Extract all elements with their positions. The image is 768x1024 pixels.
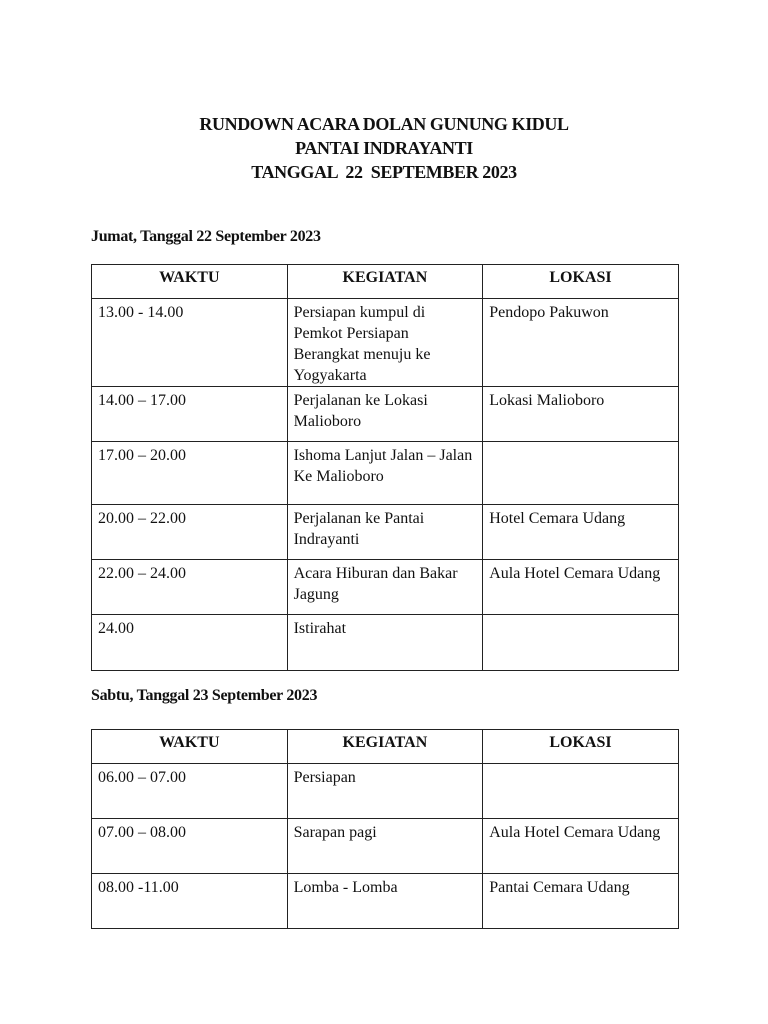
day1-heading: Jumat, Tanggal 22 September 2023 (91, 228, 321, 245)
document-title (0, 112, 768, 184)
table-row (92, 615, 679, 671)
cell-lokasi: Pendopo Pakuwon (483, 299, 679, 387)
cell-waktu: 17.00 – 20.00 (92, 442, 288, 505)
cell-lokasi (483, 764, 679, 819)
header-kegiatan: KEGIATAN (287, 730, 483, 764)
cell-lokasi (483, 442, 679, 505)
cell-kegiatan: Istirahat (287, 615, 483, 671)
cell-kegiatan: Ishoma Lanjut Jalan – Jalan Ke Malioboro (287, 442, 483, 505)
day1-schedule-table (91, 264, 679, 671)
cell-lokasi: Aula Hotel Cemara Udang (483, 560, 679, 615)
cell-kegiatan: Perjalanan ke Lokasi Malioboro (287, 387, 483, 442)
title-line-2: PANTAI INDRAYANTI (295, 138, 473, 158)
cell-lokasi: Hotel Cemara Udang (483, 505, 679, 560)
table-row (92, 764, 679, 819)
cell-waktu: 07.00 – 08.00 (92, 819, 288, 874)
cell-waktu: 20.00 – 22.00 (92, 505, 288, 560)
table-row (92, 560, 679, 615)
cell-waktu: 08.00 -11.00 (92, 874, 288, 929)
cell-waktu: 13.00 - 14.00 (92, 299, 288, 387)
table-row (92, 442, 679, 505)
table-header-row (92, 730, 679, 764)
cell-kegiatan: Perjalanan ke Pantai Indrayanti (287, 505, 483, 560)
table-row (92, 299, 679, 387)
cell-lokasi: Pantai Cemara Udang (483, 874, 679, 929)
header-waktu: WAKTU (92, 730, 288, 764)
header-lokasi: LOKASI (483, 265, 679, 299)
cell-waktu: 06.00 – 07.00 (92, 764, 288, 819)
cell-kegiatan: Lomba - Lomba (287, 874, 483, 929)
header-waktu: WAKTU (92, 265, 288, 299)
title-line-3: TANGGAL 22 SEPTEMBER 2023 (251, 162, 517, 182)
day2-heading: Sabtu, Tanggal 23 September 2023 (91, 687, 318, 704)
day2-schedule-table (91, 729, 679, 929)
header-kegiatan: KEGIATAN (287, 265, 483, 299)
cell-lokasi (483, 615, 679, 671)
cell-kegiatan: Persiapan (287, 764, 483, 819)
cell-waktu: 22.00 – 24.00 (92, 560, 288, 615)
table-header-row (92, 265, 679, 299)
table-row (92, 819, 679, 874)
table-row (92, 874, 679, 929)
cell-waktu: 24.00 (92, 615, 288, 671)
title-line-1: RUNDOWN ACARA DOLAN GUNUNG KIDUL (199, 114, 569, 134)
header-lokasi: LOKASI (483, 730, 679, 764)
cell-lokasi: Aula Hotel Cemara Udang (483, 819, 679, 874)
cell-kegiatan: Sarapan pagi (287, 819, 483, 874)
cell-kegiatan: Acara Hiburan dan Bakar Jagung (287, 560, 483, 615)
cell-kegiatan: Persiapan kumpul di Pemkot Persiapan Berangkat menuju ke Yogyakarta (287, 299, 483, 387)
table-row (92, 505, 679, 560)
table-row (92, 387, 679, 442)
cell-lokasi: Lokasi Malioboro (483, 387, 679, 442)
cell-waktu: 14.00 – 17.00 (92, 387, 288, 442)
